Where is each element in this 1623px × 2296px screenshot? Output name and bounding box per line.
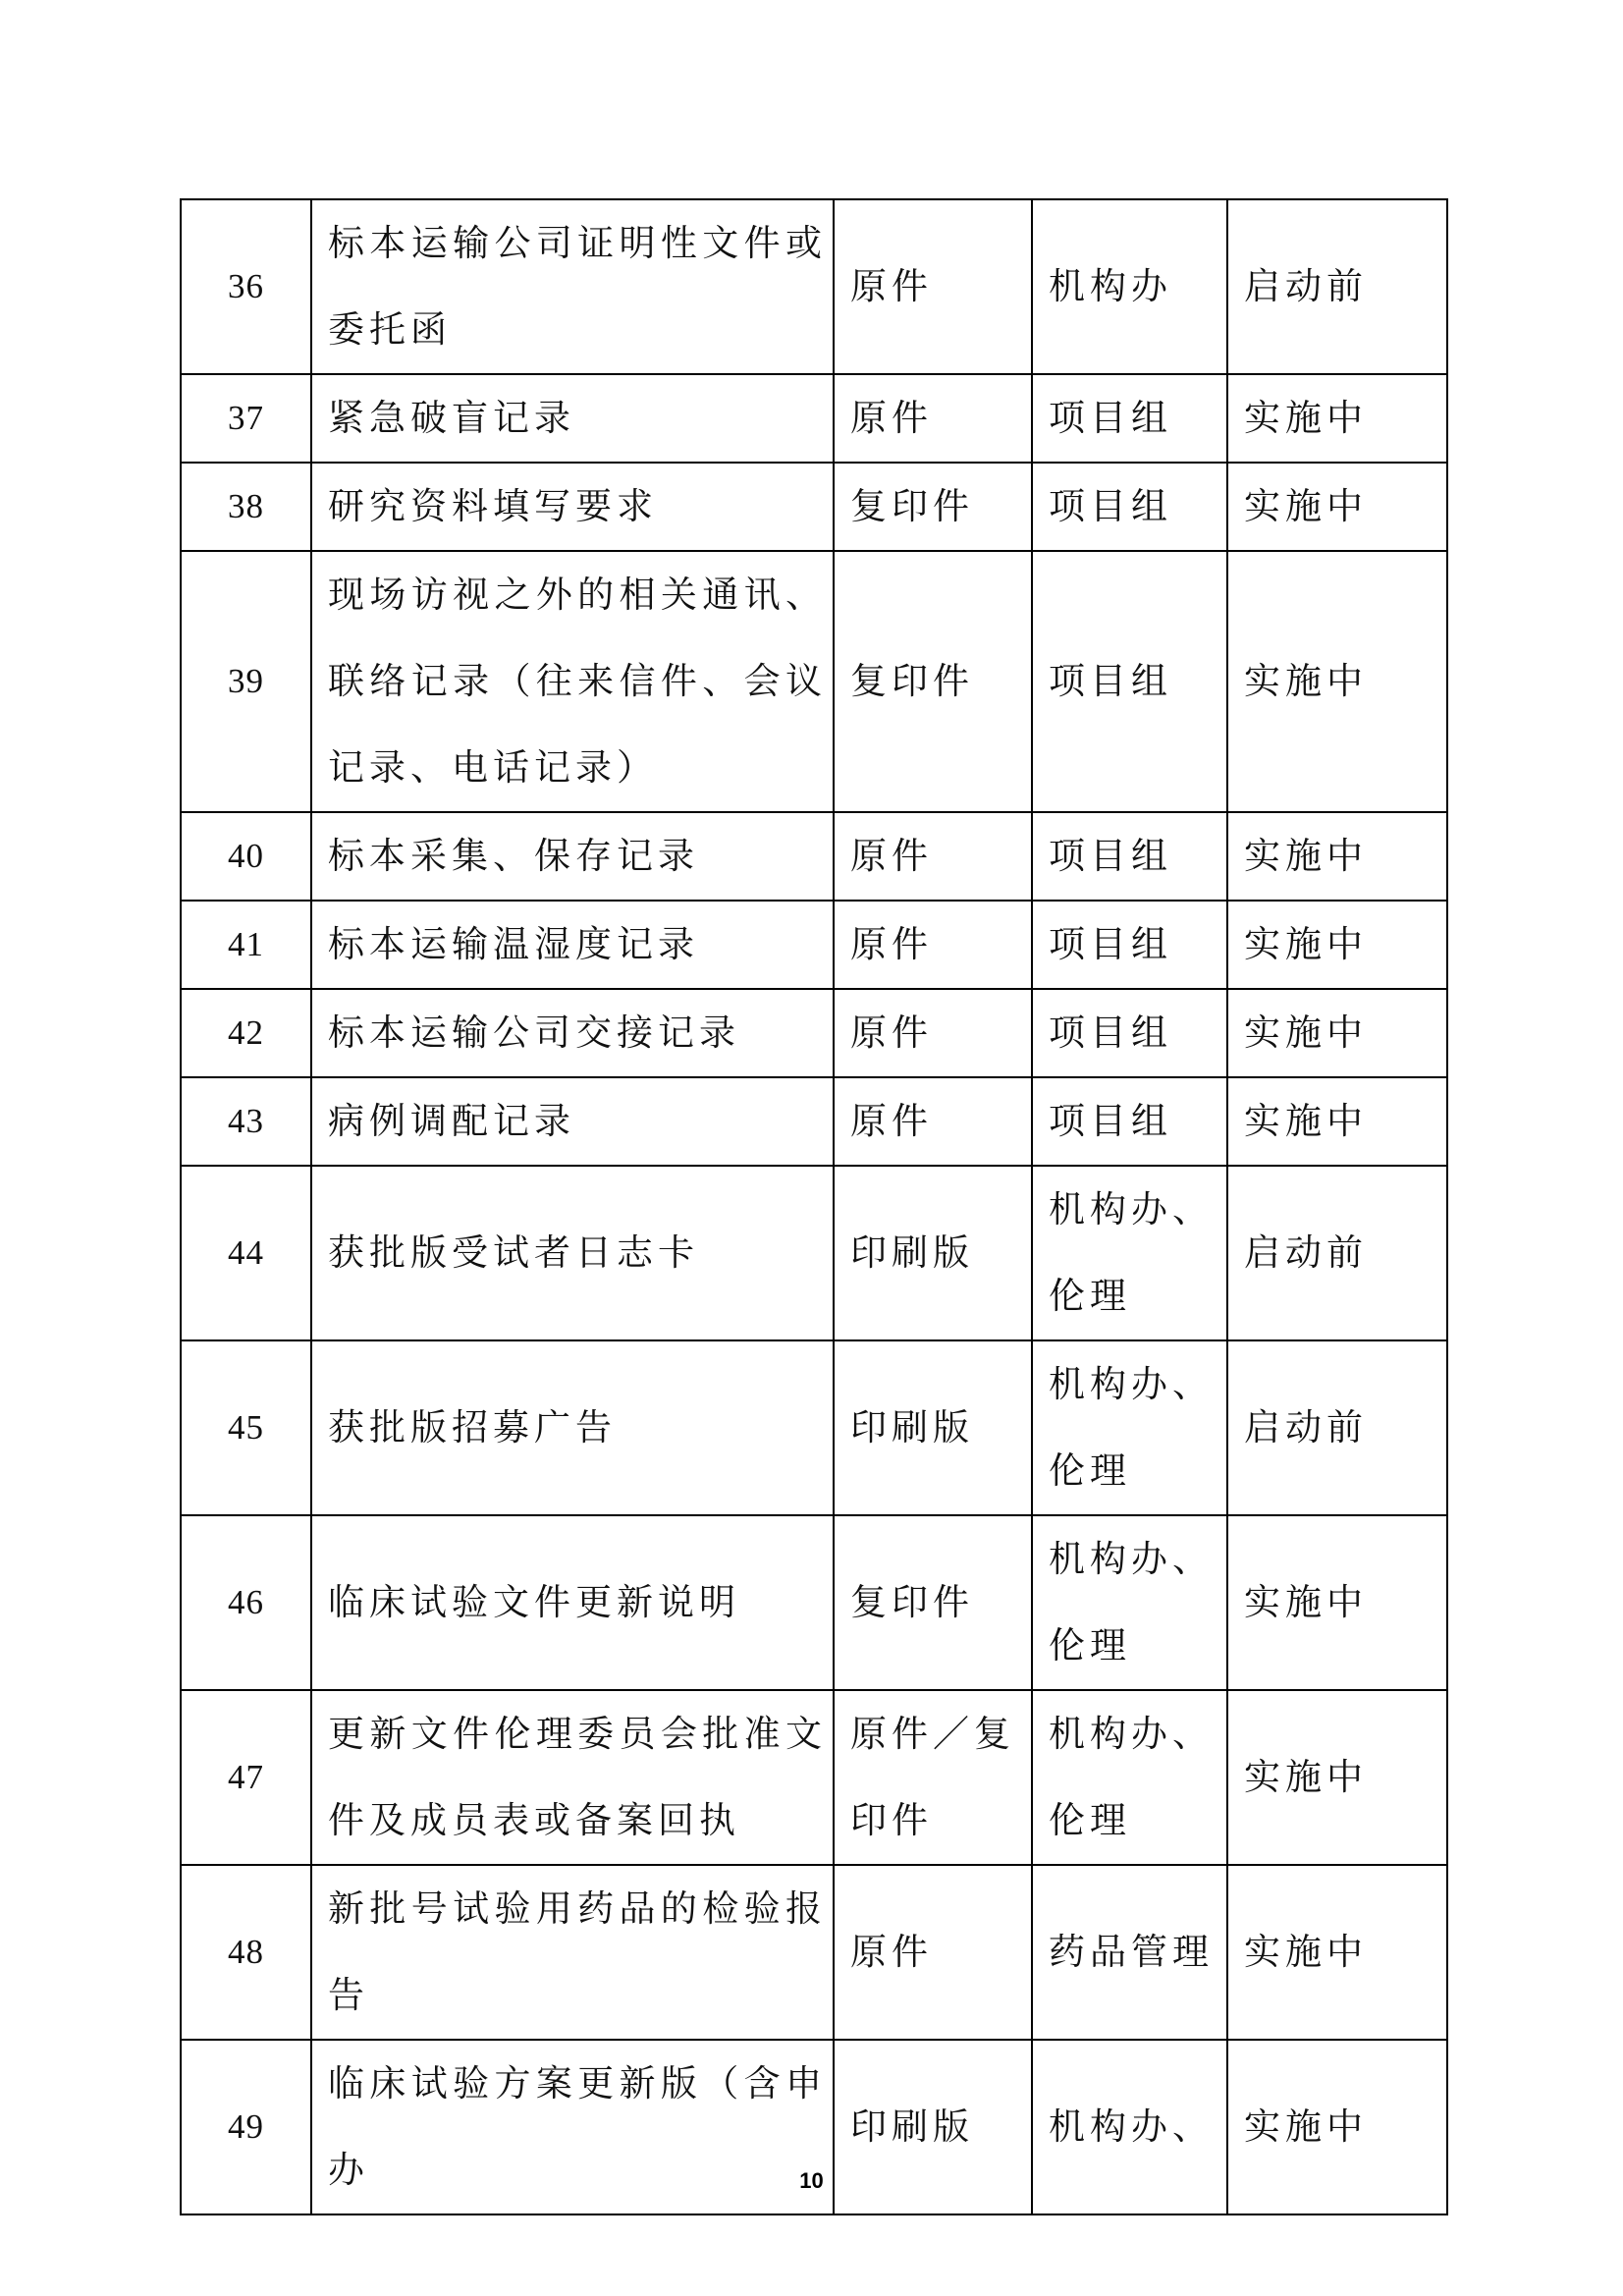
document-stage: 实施中 [1227,989,1447,1077]
document-type: 复印件 [834,463,1032,551]
table-row [181,374,1447,463]
document-type: 原件 [834,1865,1032,2040]
document-holder: 机构办、伦理 [1032,1166,1227,1340]
document-type: 印刷版 [834,1340,1032,1515]
document-stage: 启动前 [1227,199,1447,374]
document-type: 原件 [834,989,1032,1077]
document-holder: 项目组 [1032,551,1227,812]
document-name: 标本运输公司证明性文件或委托函 [311,199,834,374]
document-name: 病例调配记录 [311,1077,834,1166]
table-row [181,1515,1447,1690]
row-number: 44 [181,1166,311,1340]
row-number: 38 [181,463,311,551]
document-stage: 实施中 [1227,463,1447,551]
document-holder: 项目组 [1032,374,1227,463]
table-row [181,1865,1447,2040]
document-name: 临床试验文件更新说明 [311,1515,834,1690]
document-name: 紧急破盲记录 [311,374,834,463]
table-row [181,1340,1447,1515]
document-type: 原件 [834,199,1032,374]
document-type: 印刷版 [834,2040,1032,2214]
row-number: 43 [181,1077,311,1166]
document-name: 标本运输公司交接记录 [311,989,834,1077]
row-number: 45 [181,1340,311,1515]
table-body [181,199,1447,2214]
table-row [181,199,1447,374]
document-holder: 项目组 [1032,901,1227,989]
document-holder: 项目组 [1032,1077,1227,1166]
document-stage: 启动前 [1227,1340,1447,1515]
row-number: 40 [181,812,311,901]
row-number: 48 [181,1865,311,2040]
document-type: 复印件 [834,1515,1032,1690]
document-type: 原件 [834,901,1032,989]
document-stage: 实施中 [1227,1515,1447,1690]
document-stage: 实施中 [1227,1690,1447,1865]
document-type: 原件 [834,812,1032,901]
document-name: 标本采集、保存记录 [311,812,834,901]
document-holder: 机构办、伦理 [1032,1690,1227,1865]
document-stage: 实施中 [1227,551,1447,812]
table-row [181,901,1447,989]
document-name: 获批版招募广告 [311,1340,834,1515]
document-stage: 启动前 [1227,1166,1447,1340]
row-number: 36 [181,199,311,374]
row-number: 47 [181,1690,311,1865]
document-name: 研究资料填写要求 [311,463,834,551]
table-row [181,1077,1447,1166]
document-holder: 机构办、伦理 [1032,1515,1227,1690]
document-name: 临床试验方案更新版（含申办 [311,2040,834,2214]
document-stage: 实施中 [1227,374,1447,463]
document-holder: 项目组 [1032,463,1227,551]
table-row [181,551,1447,812]
table-row [181,812,1447,901]
document-holder: 机构办 [1032,199,1227,374]
document-stage: 实施中 [1227,1865,1447,2040]
document-name: 新批号试验用药品的检验报告 [311,1865,834,2040]
document-stage: 实施中 [1227,2040,1447,2214]
row-number: 37 [181,374,311,463]
document-type: 原件 [834,1077,1032,1166]
document-stage: 实施中 [1227,901,1447,989]
document-type: 原件 [834,374,1032,463]
row-number: 39 [181,551,311,812]
table-row [181,1166,1447,1340]
page-number: 10 [799,2168,824,2193]
document-type: 原件／复印件 [834,1690,1032,1865]
document-holder: 机构办、伦理 [1032,1340,1227,1515]
row-number: 42 [181,989,311,1077]
document-holder: 药品管理 [1032,1865,1227,2040]
document-holder: 项目组 [1032,989,1227,1077]
document-type: 印刷版 [834,1166,1032,1340]
document-holder: 项目组 [1032,812,1227,901]
document-stage: 实施中 [1227,812,1447,901]
table-row [181,989,1447,1077]
document-name: 更新文件伦理委员会批准文件及成员表或备案回执 [311,1690,834,1865]
table-row [181,463,1447,551]
document-name: 获批版受试者日志卡 [311,1166,834,1340]
row-number: 46 [181,1515,311,1690]
table-row [181,1690,1447,1865]
document-stage: 实施中 [1227,1077,1447,1166]
row-number: 49 [181,2040,311,2214]
row-number: 41 [181,901,311,989]
document-type: 复印件 [834,551,1032,812]
document-name: 标本运输温湿度记录 [311,901,834,989]
document-name: 现场访视之外的相关通讯、联络记录（往来信件、会议记录、电话记录） [311,551,834,812]
document-table [180,198,1448,2215]
document-holder: 机构办、 [1032,2040,1227,2214]
